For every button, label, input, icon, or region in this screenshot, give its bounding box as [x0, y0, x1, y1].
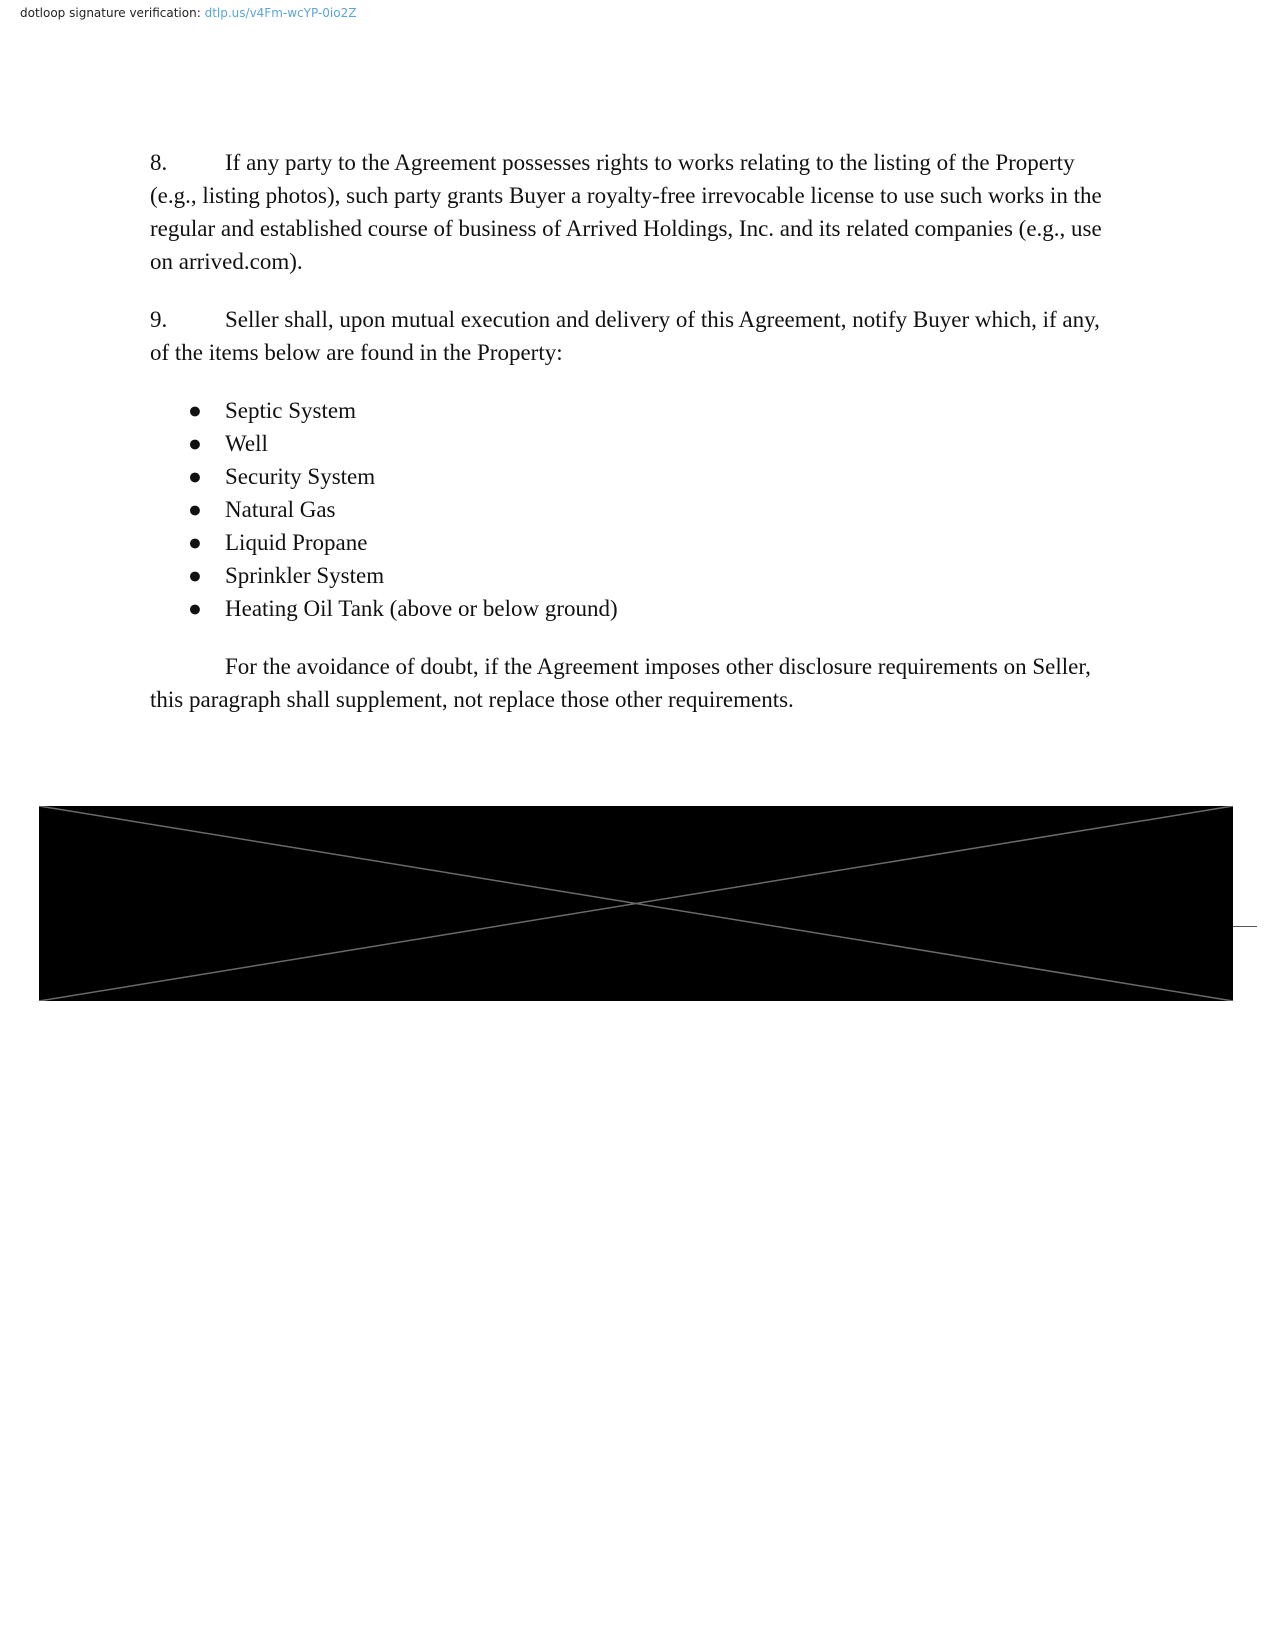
paragraph-text: Seller shall, upon mutual execution and delivery of this Agreement, notify Buyer which, if any, of the items below are found in the Property:: [150, 307, 1100, 365]
signature-rule-line: [1233, 926, 1257, 927]
list-item-label: Natural Gas: [225, 497, 336, 522]
bullet-icon: ●: [188, 596, 202, 621]
bullet-icon: ●: [188, 431, 202, 456]
bullet-icon: ●: [188, 497, 202, 522]
list-item: [150, 493, 1110, 526]
property-items-list: [150, 394, 1110, 625]
paragraph-8: [150, 146, 1110, 278]
list-item: [150, 526, 1110, 559]
paragraph-9: [150, 303, 1110, 369]
signature-verification-header: [20, 6, 356, 20]
list-item: [150, 592, 1110, 625]
closing-paragraph: [150, 650, 1110, 716]
list-item-label: Security System: [225, 464, 376, 489]
list-item: [150, 559, 1110, 592]
verification-label: dotloop signature verification:: [20, 6, 201, 20]
paragraph-text: If any party to the Agreement possesses rights to works relating to the listing of the Property (e.g., listing photos), such party grants Buyer a royalty-free irrevocable license to use such works in the regular and established course of business of Arrived Holdings, Inc. and its related companies (e.g., use on arrived.com).: [150, 150, 1102, 274]
bullet-icon: ●: [188, 464, 202, 489]
paragraph-number: 8.: [150, 150, 168, 175]
list-item: [150, 427, 1110, 460]
list-item-label: Septic System: [225, 398, 356, 423]
verification-link[interactable]: dtlp.us/v4Fm-wcYP-0io2Z: [204, 6, 357, 20]
list-item: [150, 460, 1110, 493]
redacted-signature-block: [39, 806, 1233, 1001]
list-item: [150, 394, 1110, 427]
paragraph-text: For the avoidance of doubt, if the Agreement imposes other disclosure requirements on Seller, this paragraph shall supplement, not replace those other requirements.: [150, 654, 1091, 712]
list-item-label: Sprinkler System: [225, 563, 385, 588]
list-item-label: Liquid Propane: [225, 530, 368, 555]
document-body: [150, 146, 1110, 741]
paragraph-number: 9.: [150, 307, 168, 332]
redaction-cross-icon: [39, 806, 1233, 1001]
bullet-icon: ●: [188, 563, 202, 588]
list-item-label: Well: [225, 431, 268, 456]
bullet-icon: ●: [188, 398, 202, 423]
bullet-icon: ●: [188, 530, 202, 555]
list-item-label: Heating Oil Tank (above or below ground): [225, 596, 618, 621]
